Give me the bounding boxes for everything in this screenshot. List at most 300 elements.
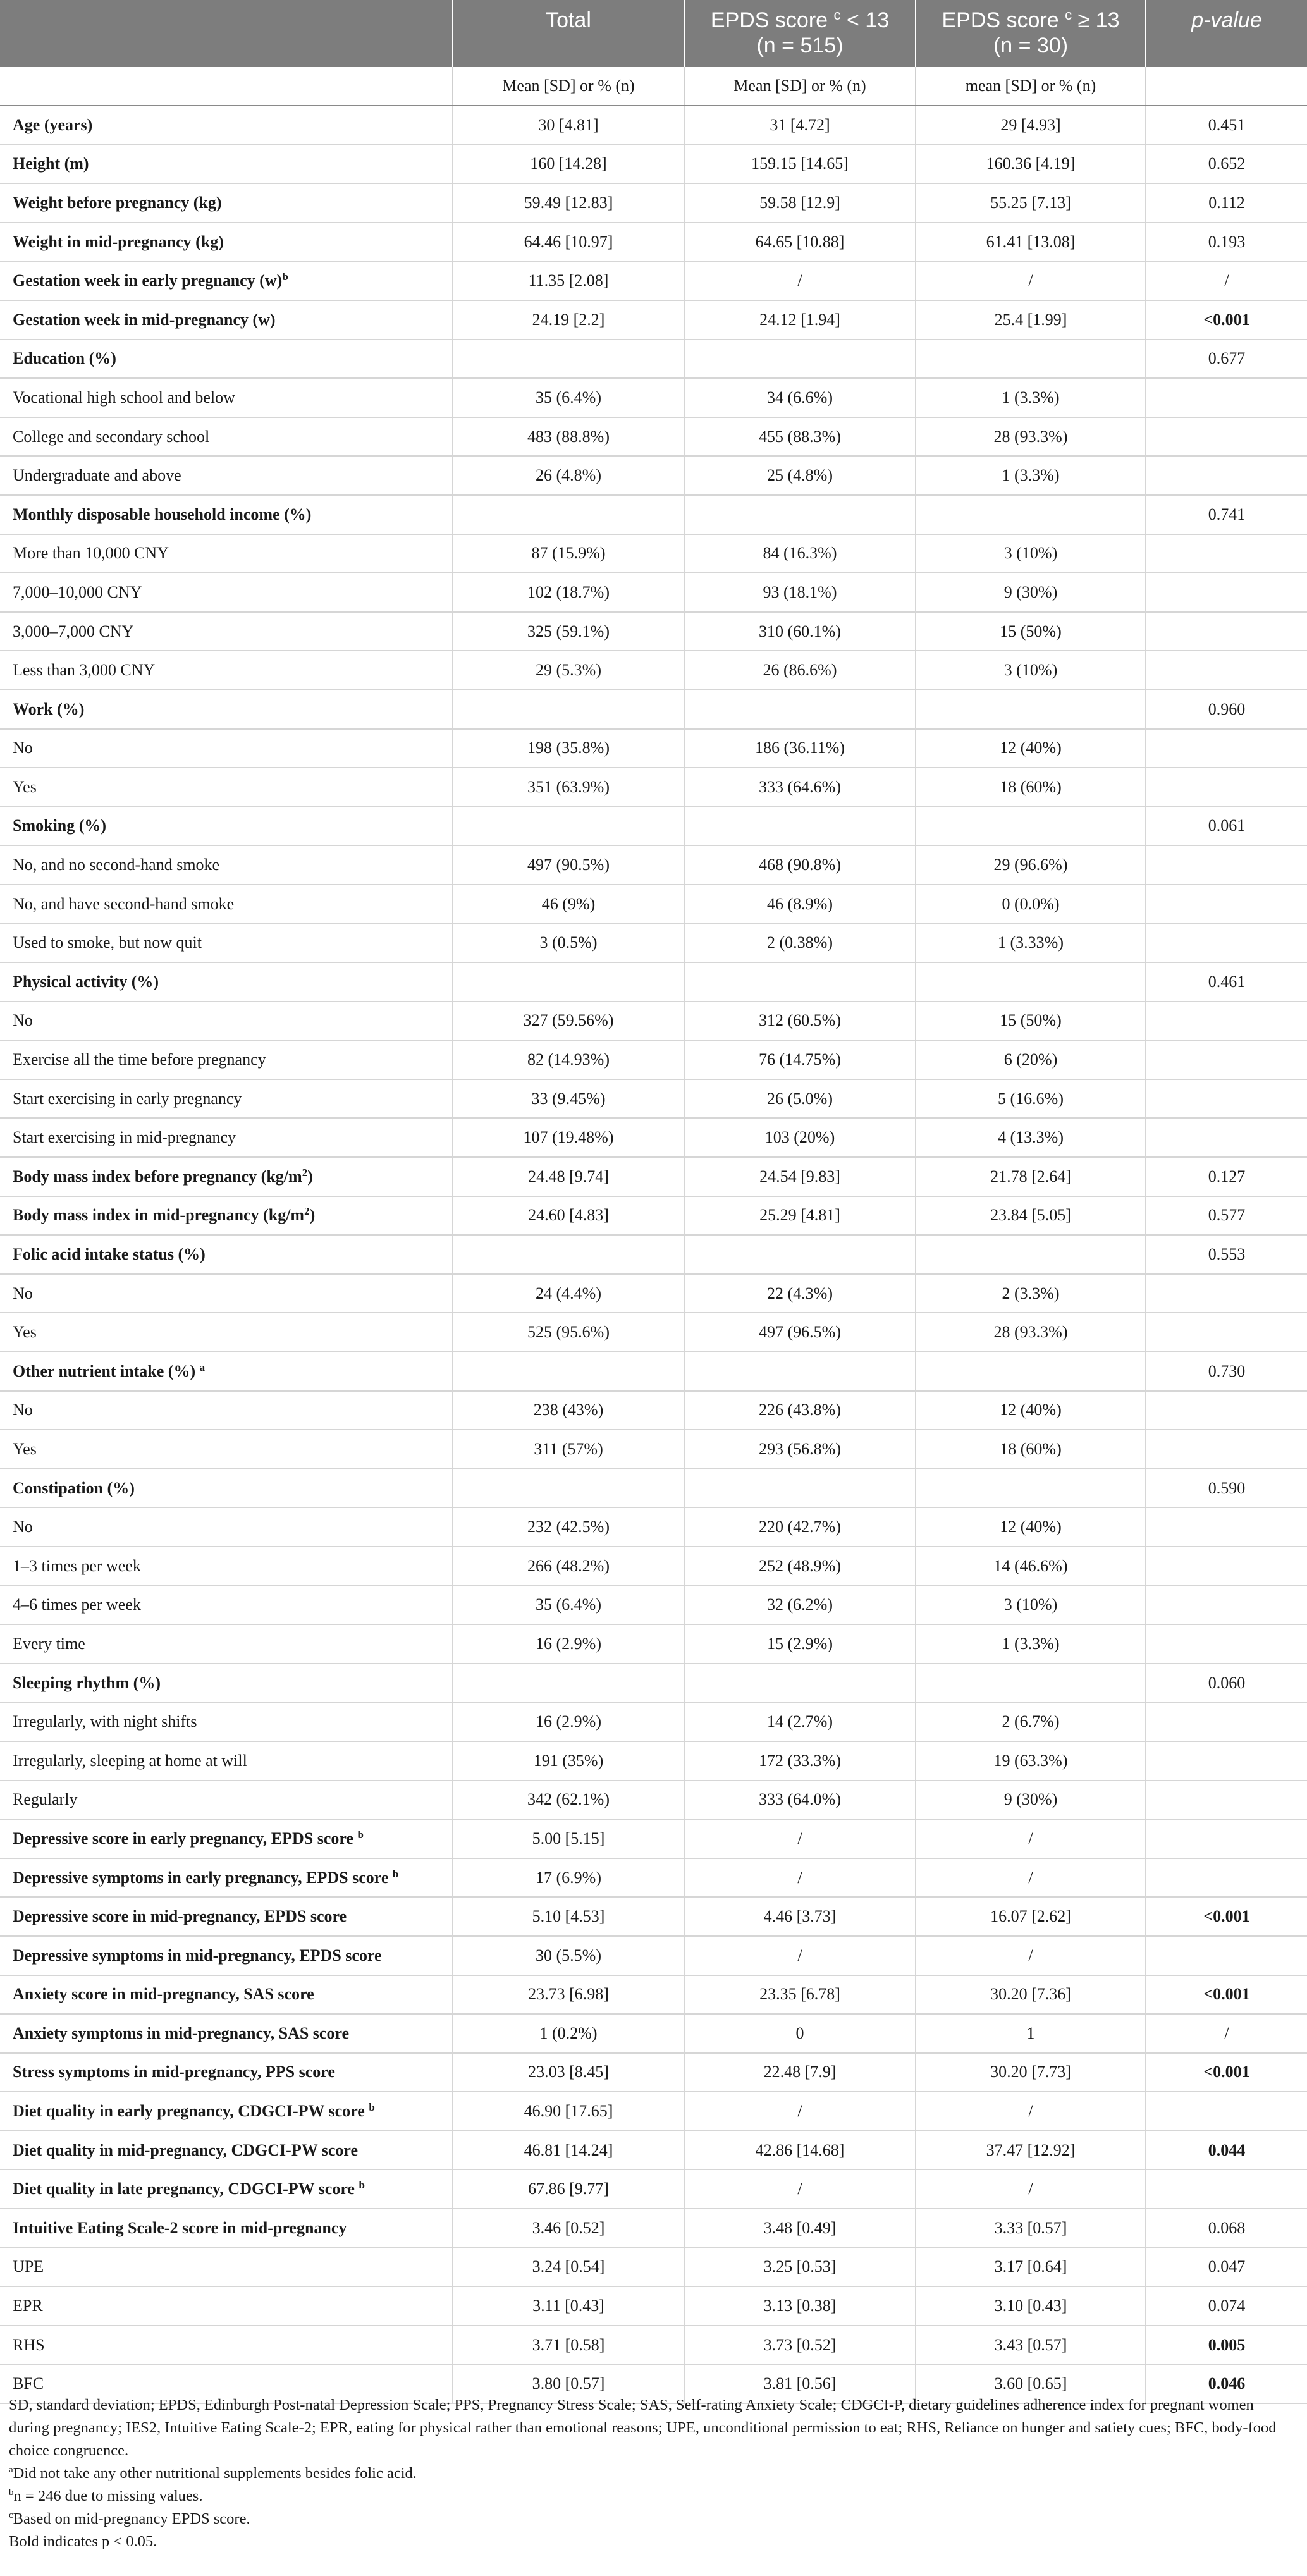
cell-p-value: <0.001	[1146, 300, 1307, 340]
cell-p-value: 0.461	[1146, 962, 1307, 1002]
cell-epds-low: 4.46 [3.73]	[684, 1897, 916, 1936]
table-row	[0, 261, 1307, 300]
row-label-sup: b	[392, 1867, 399, 1880]
subheader-epds-high: mean [SD] or % (n)	[916, 67, 1146, 106]
row-label-text: Stress symptoms in mid-pregnancy, PPS score	[13, 2063, 335, 2082]
table-row	[0, 1781, 1307, 1820]
cell-epds-high: 1 (3.33%)	[916, 923, 1146, 962]
cell-p-value	[1146, 1430, 1307, 1469]
cell-p-value	[1146, 729, 1307, 768]
header-row	[0, 0, 1307, 67]
row-label	[0, 145, 453, 184]
cell-epds-high: 5 (16.6%)	[916, 1079, 1146, 1119]
row-label	[0, 106, 453, 145]
cell-p-value: <0.001	[1146, 2053, 1307, 2092]
header-epds-high-n: (n = 30)	[993, 34, 1069, 58]
row-label	[0, 495, 453, 534]
table-row	[0, 534, 1307, 573]
cell-p-value: <0.001	[1146, 1975, 1307, 2015]
row-label	[0, 1624, 453, 1664]
cell-epds-high: 61.41 [13.08]	[916, 223, 1146, 262]
cell-total: 238 (43%)	[453, 1391, 684, 1430]
cell-p-value: 0.451	[1146, 106, 1307, 145]
row-label-text: Depressive symptoms in mid-pregnancy, EPDS score	[13, 1946, 382, 1965]
row-label-suffix: )	[307, 1167, 313, 1186]
cell-epds-low: 293 (56.8%)	[684, 1430, 916, 1469]
table-row	[0, 729, 1307, 768]
cell-p-value	[1146, 1547, 1307, 1586]
cell-epds-high: /	[916, 2092, 1146, 2131]
row-label	[0, 651, 453, 690]
cell-epds-high: 1 (3.3%)	[916, 378, 1146, 417]
table-row	[0, 106, 1307, 145]
cell-epds-high: 160.36 [4.19]	[916, 145, 1146, 184]
cell-epds-high: /	[916, 1936, 1146, 1975]
cell-epds-high	[916, 690, 1146, 729]
row-label-text: Gestation week in mid-pregnancy (w)	[13, 310, 276, 329]
cell-epds-high: /	[916, 1858, 1146, 1898]
row-label-text: Depressive symptoms in early pregnancy, EPDS score	[13, 1868, 393, 1887]
row-label	[0, 456, 453, 495]
cell-total: 3.24 [0.54]	[453, 2248, 684, 2287]
cell-epds-low: 159.15 [14.65]	[684, 145, 916, 184]
cell-epds-high: 19 (63.3%)	[916, 1741, 1146, 1781]
header-p-value: p-value	[1146, 0, 1307, 67]
row-label-text: No	[13, 739, 33, 757]
table-row	[0, 1547, 1307, 1586]
footnote-b-text: n = 246 due to missing values.	[13, 2487, 203, 2505]
row-label	[0, 923, 453, 962]
row-label	[0, 1507, 453, 1547]
table-row	[0, 1040, 1307, 1079]
cell-total: 497 (90.5%)	[453, 845, 684, 885]
cell-p-value: 0.553	[1146, 1235, 1307, 1274]
cell-total: 23.03 [8.45]	[453, 2053, 684, 2092]
cell-p-value: 0.741	[1146, 495, 1307, 534]
table-row	[0, 923, 1307, 962]
cell-epds-high: 28 (93.3%)	[916, 1313, 1146, 1352]
cell-total: 11.35 [2.08]	[453, 261, 684, 300]
cell-p-value	[1146, 1781, 1307, 1820]
cell-total: 3 (0.5%)	[453, 923, 684, 962]
cell-epds-low: 186 (36.11%)	[684, 729, 916, 768]
cell-epds-low: 103 (20%)	[684, 1118, 916, 1157]
table-row	[0, 417, 1307, 457]
row-label-text: No	[13, 1518, 33, 1536]
table-row	[0, 1079, 1307, 1119]
cell-epds-high	[916, 807, 1146, 846]
row-label	[0, 962, 453, 1002]
cell-p-value	[1146, 1586, 1307, 1625]
row-label	[0, 1079, 453, 1119]
cell-epds-high	[916, 340, 1146, 379]
cell-epds-low: 32 (6.2%)	[684, 1586, 916, 1625]
cell-epds-high: 29 [4.93]	[916, 106, 1146, 145]
cell-epds-high	[916, 1469, 1146, 1508]
cell-epds-low	[684, 1352, 916, 1391]
cell-p-value: 0.590	[1146, 1469, 1307, 1508]
cell-epds-low: 3.25 [0.53]	[684, 2248, 916, 2287]
header-epds-low	[684, 0, 916, 67]
cell-total: 35 (6.4%)	[453, 378, 684, 417]
cell-epds-low: 172 (33.3%)	[684, 1741, 916, 1781]
cell-epds-high	[916, 1352, 1146, 1391]
cell-total	[453, 807, 684, 846]
row-label-text: No	[13, 1011, 33, 1030]
row-label-suffix: )	[309, 1206, 316, 1225]
cell-epds-low	[684, 690, 916, 729]
table-row	[0, 1002, 1307, 1041]
table-row	[0, 807, 1307, 846]
table-row	[0, 1313, 1307, 1352]
row-label-text: Work (%)	[13, 699, 85, 718]
cell-epds-high: 55.25 [7.13]	[916, 183, 1146, 223]
row-label-text: Vocational high school and below	[13, 388, 235, 407]
cell-p-value	[1146, 573, 1307, 612]
cell-epds-high: 18 (60%)	[916, 768, 1146, 807]
cell-epds-low: 31 [4.72]	[684, 106, 916, 145]
table-row	[0, 2092, 1307, 2131]
cell-total: 59.49 [12.83]	[453, 183, 684, 223]
row-label	[0, 1781, 453, 1820]
row-label	[0, 2092, 453, 2131]
cell-total: 1 (0.2%)	[453, 2014, 684, 2053]
cell-total: 351 (63.9%)	[453, 768, 684, 807]
table-row	[0, 1507, 1307, 1547]
cell-total: 46 (9%)	[453, 885, 684, 924]
table-row	[0, 1741, 1307, 1781]
table-row	[0, 690, 1307, 729]
cell-total: 3.71 [0.58]	[453, 2326, 684, 2365]
cell-epds-high: 9 (30%)	[916, 573, 1146, 612]
cell-epds-high: 3.17 [0.64]	[916, 2248, 1146, 2287]
row-label	[0, 1118, 453, 1157]
cell-epds-low: 3.13 [0.38]	[684, 2286, 916, 2326]
cell-epds-high: 0 (0.0%)	[916, 885, 1146, 924]
row-label	[0, 223, 453, 262]
table-body	[0, 106, 1307, 2403]
cell-epds-high: 18 (60%)	[916, 1430, 1146, 1469]
footnote-a-text: Did not take any other nutritional supplements besides folic acid.	[13, 2465, 417, 2482]
cell-epds-high: 30.20 [7.73]	[916, 2053, 1146, 2092]
row-label-text: Diet quality in early pregnancy, CDGCI-PW score	[13, 2102, 369, 2121]
table-row	[0, 1235, 1307, 1274]
cell-epds-low: 2 (0.38%)	[684, 923, 916, 962]
cell-total: 23.73 [6.98]	[453, 1975, 684, 2015]
row-label	[0, 2248, 453, 2287]
cell-p-value	[1146, 534, 1307, 573]
cell-p-value: 0.193	[1146, 223, 1307, 262]
cell-p-value	[1146, 1507, 1307, 1547]
cell-total: 24.60 [4.83]	[453, 1196, 684, 1236]
footnote-b-mark: b	[9, 2487, 14, 2498]
cell-total: 3.80 [0.57]	[453, 2364, 684, 2403]
cell-epds-high: 12 (40%)	[916, 1507, 1146, 1547]
cell-p-value: 0.577	[1146, 1196, 1307, 1236]
row-label-text: Gestation week in early pregnancy (w)	[13, 271, 283, 290]
cell-p-value	[1146, 378, 1307, 417]
cell-epds-low: 76 (14.75%)	[684, 1040, 916, 1079]
table-row	[0, 1975, 1307, 2015]
row-label	[0, 1274, 453, 1313]
row-label	[0, 1313, 453, 1352]
cell-total: 16 (2.9%)	[453, 1624, 684, 1664]
table-row	[0, 1391, 1307, 1430]
row-label-text: Body mass index in mid-pregnancy (kg/m	[13, 1206, 305, 1225]
table-row	[0, 2014, 1307, 2053]
cell-epds-low: 468 (90.8%)	[684, 845, 916, 885]
cell-p-value	[1146, 885, 1307, 924]
header-epds-high-rel: ≥ 13	[1072, 8, 1120, 32]
row-label	[0, 1547, 453, 1586]
cell-epds-high: 6 (20%)	[916, 1040, 1146, 1079]
table-row	[0, 2169, 1307, 2209]
cell-total: 67.86 [9.77]	[453, 2169, 684, 2209]
cell-epds-low: 42.86 [14.68]	[684, 2131, 916, 2170]
row-label-text: Yes	[13, 1439, 37, 1458]
table-row	[0, 2248, 1307, 2287]
row-label-text: Regularly	[13, 1790, 78, 1809]
cell-p-value: /	[1146, 261, 1307, 300]
cell-p-value	[1146, 1741, 1307, 1781]
cell-epds-high: /	[916, 1819, 1146, 1858]
cell-epds-high: 3 (10%)	[916, 1586, 1146, 1625]
row-label	[0, 183, 453, 223]
table-row	[0, 573, 1307, 612]
row-label-sup: b	[357, 1828, 364, 1841]
row-label-text: Education (%)	[13, 349, 116, 368]
row-label-text: Diet quality in mid-pregnancy, CDGCI-PW score	[13, 2140, 359, 2159]
cell-epds-high: 12 (40%)	[916, 729, 1146, 768]
cell-total: 232 (42.5%)	[453, 1507, 684, 1547]
cell-epds-low: 252 (48.9%)	[684, 1547, 916, 1586]
row-label	[0, 1430, 453, 1469]
row-label	[0, 1819, 453, 1858]
cell-p-value: 0.127	[1146, 1157, 1307, 1196]
cell-epds-low: 3.81 [0.56]	[684, 2364, 916, 2403]
table-row	[0, 651, 1307, 690]
row-label-sup: 2	[302, 1166, 308, 1179]
row-label-text: Less than 3,000 CNY	[13, 661, 156, 680]
cell-p-value	[1146, 1936, 1307, 1975]
row-label	[0, 1936, 453, 1975]
row-label	[0, 417, 453, 457]
header-blank	[0, 0, 453, 67]
row-label-text: Depressive score in early pregnancy, EPDS score	[13, 1829, 358, 1848]
cell-epds-high: 3 (10%)	[916, 651, 1146, 690]
cell-total: 325 (59.1%)	[453, 612, 684, 651]
cell-epds-high	[916, 495, 1146, 534]
cell-epds-high: /	[916, 2169, 1146, 2209]
table-row	[0, 1858, 1307, 1898]
cell-epds-high: 1	[916, 2014, 1146, 2053]
cell-p-value	[1146, 1702, 1307, 1741]
subheader-blank	[0, 67, 453, 106]
cell-epds-low: 26 (86.6%)	[684, 651, 916, 690]
cell-epds-low: 333 (64.0%)	[684, 1781, 916, 1820]
cell-total	[453, 1469, 684, 1508]
table-row	[0, 2131, 1307, 2170]
cell-total: 35 (6.4%)	[453, 1586, 684, 1625]
row-label	[0, 1586, 453, 1625]
row-label	[0, 300, 453, 340]
row-label-text: UPE	[13, 2257, 44, 2276]
row-label-text: Height (m)	[13, 154, 89, 173]
row-label-text: No	[13, 1284, 33, 1303]
footnote-c-text: Based on mid-pregnancy EPDS score.	[13, 2510, 250, 2527]
cell-total: 30 [4.81]	[453, 106, 684, 145]
cell-epds-high: 28 (93.3%)	[916, 417, 1146, 457]
row-label-text: Constipation (%)	[13, 1478, 135, 1497]
row-label	[0, 2286, 453, 2326]
cell-epds-low: 312 (60.5%)	[684, 1002, 916, 1041]
row-label-text: Anxiety symptoms in mid-pregnancy, SAS score	[13, 2023, 350, 2042]
cell-epds-low: 25 (4.8%)	[684, 456, 916, 495]
row-label	[0, 2326, 453, 2365]
row-label	[0, 378, 453, 417]
row-label	[0, 1469, 453, 1508]
row-label-text: Irregularly, sleeping at home at will	[13, 1751, 247, 1770]
cell-epds-low: 93 (18.1%)	[684, 573, 916, 612]
row-label-text: Start exercising in early pregnancy	[13, 1089, 242, 1108]
cell-epds-low: 333 (64.6%)	[684, 768, 916, 807]
cell-p-value	[1146, 1391, 1307, 1430]
cell-epds-high: 15 (50%)	[916, 1002, 1146, 1041]
cell-epds-low: 64.65 [10.88]	[684, 223, 916, 262]
row-label-sup: b	[359, 2179, 365, 2192]
row-label	[0, 768, 453, 807]
cell-total	[453, 1235, 684, 1274]
row-label	[0, 1702, 453, 1741]
header-epds-low-n: (n = 515)	[756, 34, 844, 58]
cell-epds-high: 9 (30%)	[916, 1781, 1146, 1820]
row-label	[0, 340, 453, 379]
cell-p-value: 0.005	[1146, 2326, 1307, 2365]
row-label-text: College and secondary school	[13, 427, 210, 446]
cell-epds-low	[684, 495, 916, 534]
row-label	[0, 2209, 453, 2248]
table-row	[0, 1897, 1307, 1936]
subheader-p	[1146, 67, 1307, 106]
cell-epds-low: 59.58 [12.9]	[684, 183, 916, 223]
cell-total: 17 (6.9%)	[453, 1858, 684, 1898]
cell-total: 311 (57%)	[453, 1430, 684, 1469]
cell-epds-low	[684, 962, 916, 1002]
row-label	[0, 845, 453, 885]
cell-epds-low: /	[684, 1936, 916, 1975]
cell-p-value	[1146, 1118, 1307, 1157]
row-label	[0, 1235, 453, 1274]
cell-epds-low: 24.12 [1.94]	[684, 300, 916, 340]
row-label-text: Yes	[13, 777, 37, 796]
header-total: Total	[453, 0, 684, 67]
cell-p-value	[1146, 1858, 1307, 1898]
row-label	[0, 690, 453, 729]
row-label	[0, 1040, 453, 1079]
cell-p-value: 0.112	[1146, 183, 1307, 223]
table-row	[0, 495, 1307, 534]
table-row	[0, 300, 1307, 340]
row-label-text: No	[13, 1401, 33, 1420]
cell-epds-high: 16.07 [2.62]	[916, 1897, 1146, 1936]
row-label	[0, 807, 453, 846]
cell-total: 16 (2.9%)	[453, 1702, 684, 1741]
cell-p-value: 0.060	[1146, 1664, 1307, 1703]
cell-total: 46.90 [17.65]	[453, 2092, 684, 2131]
cell-epds-low: 22.48 [7.9]	[684, 2053, 916, 2092]
cell-epds-low: /	[684, 1819, 916, 1858]
cell-epds-low	[684, 340, 916, 379]
row-label-text: Used to smoke, but now quit	[13, 933, 202, 952]
cell-p-value	[1146, 417, 1307, 457]
table-row	[0, 2209, 1307, 2248]
row-label-text: Every time	[13, 1634, 85, 1653]
table-row	[0, 612, 1307, 651]
row-label	[0, 1391, 453, 1430]
row-label-text: EPR	[13, 2297, 43, 2315]
row-label-sup: a	[199, 1361, 206, 1373]
cell-epds-low: 497 (96.5%)	[684, 1313, 916, 1352]
row-label-text: Folic acid intake status (%)	[13, 1245, 206, 1264]
cell-epds-high: /	[916, 261, 1146, 300]
cell-total	[453, 690, 684, 729]
table-row	[0, 1157, 1307, 1196]
row-label-text: Intuitive Eating Scale-2 score in mid-pregnancy	[13, 2218, 347, 2237]
footnote-abbreviations: SD, standard deviation; EPDS, Edinburgh Post-natal Depression Scale; PPS, Pregnancy Stress Scale; SAS, Self-rating Anxiety Scale; CDGCI-P, dietary guidelines adherence index for pregnant women during pregnancy; IES2, Intuitive Eating Scale-2; EPR, eating for physical rather than emotional reasons; UPE, unconditional permission to eat; RHS, Reliance on hunger and satiety cues; BFC, body-food choice congruence.	[9, 2396, 1277, 2459]
cell-epds-high: 3.33 [0.57]	[916, 2209, 1146, 2248]
cell-epds-low: 34 (6.6%)	[684, 378, 916, 417]
cell-p-value: 0.960	[1146, 690, 1307, 729]
cell-total: 342 (62.1%)	[453, 1781, 684, 1820]
table-footnotes	[9, 2394, 1292, 2553]
cell-p-value: 0.047	[1146, 2248, 1307, 2287]
cell-total: 26 (4.8%)	[453, 456, 684, 495]
table-row	[0, 456, 1307, 495]
cell-epds-high: 4 (13.3%)	[916, 1118, 1146, 1157]
cell-total: 29 (5.3%)	[453, 651, 684, 690]
table-row	[0, 1196, 1307, 1236]
header-epds-high	[916, 0, 1146, 67]
table-row	[0, 223, 1307, 262]
cell-epds-low: /	[684, 261, 916, 300]
row-label	[0, 2131, 453, 2170]
table-row	[0, 962, 1307, 1002]
footnote-a-mark: a	[9, 2465, 13, 2475]
cell-total: 5.10 [4.53]	[453, 1897, 684, 1936]
table-row	[0, 1586, 1307, 1625]
cell-total: 30 (5.5%)	[453, 1936, 684, 1975]
cell-epds-low: 22 (4.3%)	[684, 1274, 916, 1313]
cell-total	[453, 340, 684, 379]
footnote-b	[9, 2485, 1292, 2508]
cell-epds-high: 14 (46.6%)	[916, 1547, 1146, 1586]
row-label-text: Depressive score in mid-pregnancy, EPDS score	[13, 1907, 347, 1926]
table-row	[0, 1469, 1307, 1508]
cell-p-value: <0.001	[1146, 1897, 1307, 1936]
table-row	[0, 1352, 1307, 1391]
cell-p-value: 0.046	[1146, 2364, 1307, 2403]
cell-p-value	[1146, 1624, 1307, 1664]
row-label-sup: 2	[304, 1205, 310, 1218]
row-label-text: Exercise all the time before pregnancy	[13, 1050, 266, 1069]
row-label-text: 1–3 times per week	[13, 1556, 141, 1575]
cell-epds-low: 25.29 [4.81]	[684, 1196, 916, 1236]
cell-total: 64.46 [10.97]	[453, 223, 684, 262]
cell-epds-high: 29 (96.6%)	[916, 845, 1146, 885]
table-row	[0, 378, 1307, 417]
cell-epds-low: 220 (42.7%)	[684, 1507, 916, 1547]
row-label-sup: b	[282, 271, 288, 283]
